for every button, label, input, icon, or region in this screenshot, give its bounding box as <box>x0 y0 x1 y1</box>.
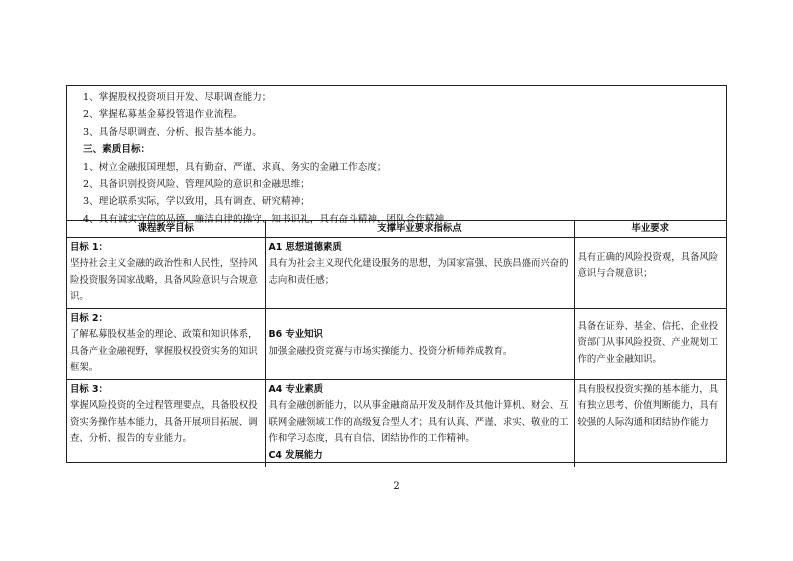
skill-goal-line-3: 3、具备尽职调查、分析、报告基本能力。 <box>83 126 262 138</box>
quality-goal-line-1: 1、树立金融报国理想，具有勤奋、严谨、求真、务实的金融工作态度； <box>83 161 387 173</box>
goal-title: 目标 1： <box>70 241 108 253</box>
quality-goal-line-4: 4、具有诚实守信的品德、廉洁自律的操守、知书识礼，具有奋斗精神、团队合作精神。 <box>83 213 454 225</box>
mapping-table <box>67 221 726 467</box>
skill-goal-line-2: 2、掌握私募基金募投管退作业流程。 <box>83 109 243 121</box>
support-text: 加强金融投资竞赛与市场实操能力、投资分析师养成教育。 <box>268 345 513 357</box>
course-objectives-table <box>66 85 727 463</box>
support-cell <box>265 237 574 308</box>
quality-goal-heading: 三、素质目标： <box>83 144 151 156</box>
goal-cell <box>67 379 265 467</box>
header-support-points: 支撑毕业要求指标点 <box>265 221 574 237</box>
support-title: A1 思想道德素质 <box>268 241 342 253</box>
quality-goal-line-3: 3、理论联系实际，学以致用，具有调查、研究精神； <box>83 196 310 208</box>
support-cell <box>265 379 574 467</box>
goal-text: 坚持社会主义金融的政治性和人民性，坚持风险投资服务国家战略，具备风险意识与合规意识。 <box>70 258 258 302</box>
header-course-goal: 课程教学目标 <box>67 221 265 237</box>
skill-goal-line-1: 1、掌握股权投资项目开发、尽职调查能力； <box>83 92 272 103</box>
table-row <box>67 379 726 467</box>
goal-title: 目标 3： <box>70 383 108 395</box>
support-title: B6 专业知识 <box>268 329 323 340</box>
page-number: 2 <box>393 481 400 492</box>
support-text: 具有为社会主义现代化建设服务的思想，为国家富强、民族昌盛而兴奋的志向和责任感； <box>268 258 569 286</box>
requirement-cell <box>574 379 726 467</box>
requirement-cell <box>574 308 726 379</box>
quality-goal-line-2: 2、具备识别投资风险、管理风险的意识和金融思维； <box>83 179 310 191</box>
header-graduation-requirement: 毕业要求 <box>574 221 726 237</box>
goal-text: 了解私募股权基金的理论、政策和知识体系，具备产业金融视野，掌握股权投资实务的知识框架。 <box>70 329 258 373</box>
requirement-text: 具备在证券、基金、信托、企业投资部门从事风险投资、产业规划工作的产业金融知识。 <box>577 320 719 365</box>
objectives-text-block <box>67 86 726 225</box>
requirement-text: 具有正确的风险投资观，具备风险意识与合规意识； <box>577 251 719 279</box>
table-row <box>67 237 726 308</box>
requirement-text: 具有股权投资实操的基本能力，具有独立思考、价值判断能力，具有较强的人际沟通和团结协作能力 <box>577 383 719 428</box>
goal-cell <box>67 308 265 379</box>
support-text: 具有金融创新能力，以从事金融商品开发及制作及其他计算机、财会、互联网金融领域工作的高级复合型人才；具有认真、严谨、求实、敬业的工作和学习态度，具有自信、团结协作的工作精神。 <box>268 400 569 444</box>
table-header-row <box>67 221 726 237</box>
support-title-2: C4 发展能力 <box>268 449 323 461</box>
support-cell <box>265 308 574 379</box>
support-title: A4 专业素质 <box>268 383 324 395</box>
goal-title: 目标 2： <box>70 312 108 324</box>
table-row <box>67 308 726 379</box>
goal-cell <box>67 237 265 308</box>
requirement-cell <box>574 237 726 308</box>
goal-text: 掌握风险投资的全过程管理要点，具备股权投资实务操作基本能力，具备开展项目拓展、调查、分析、报告的专业能力。 <box>70 400 258 444</box>
